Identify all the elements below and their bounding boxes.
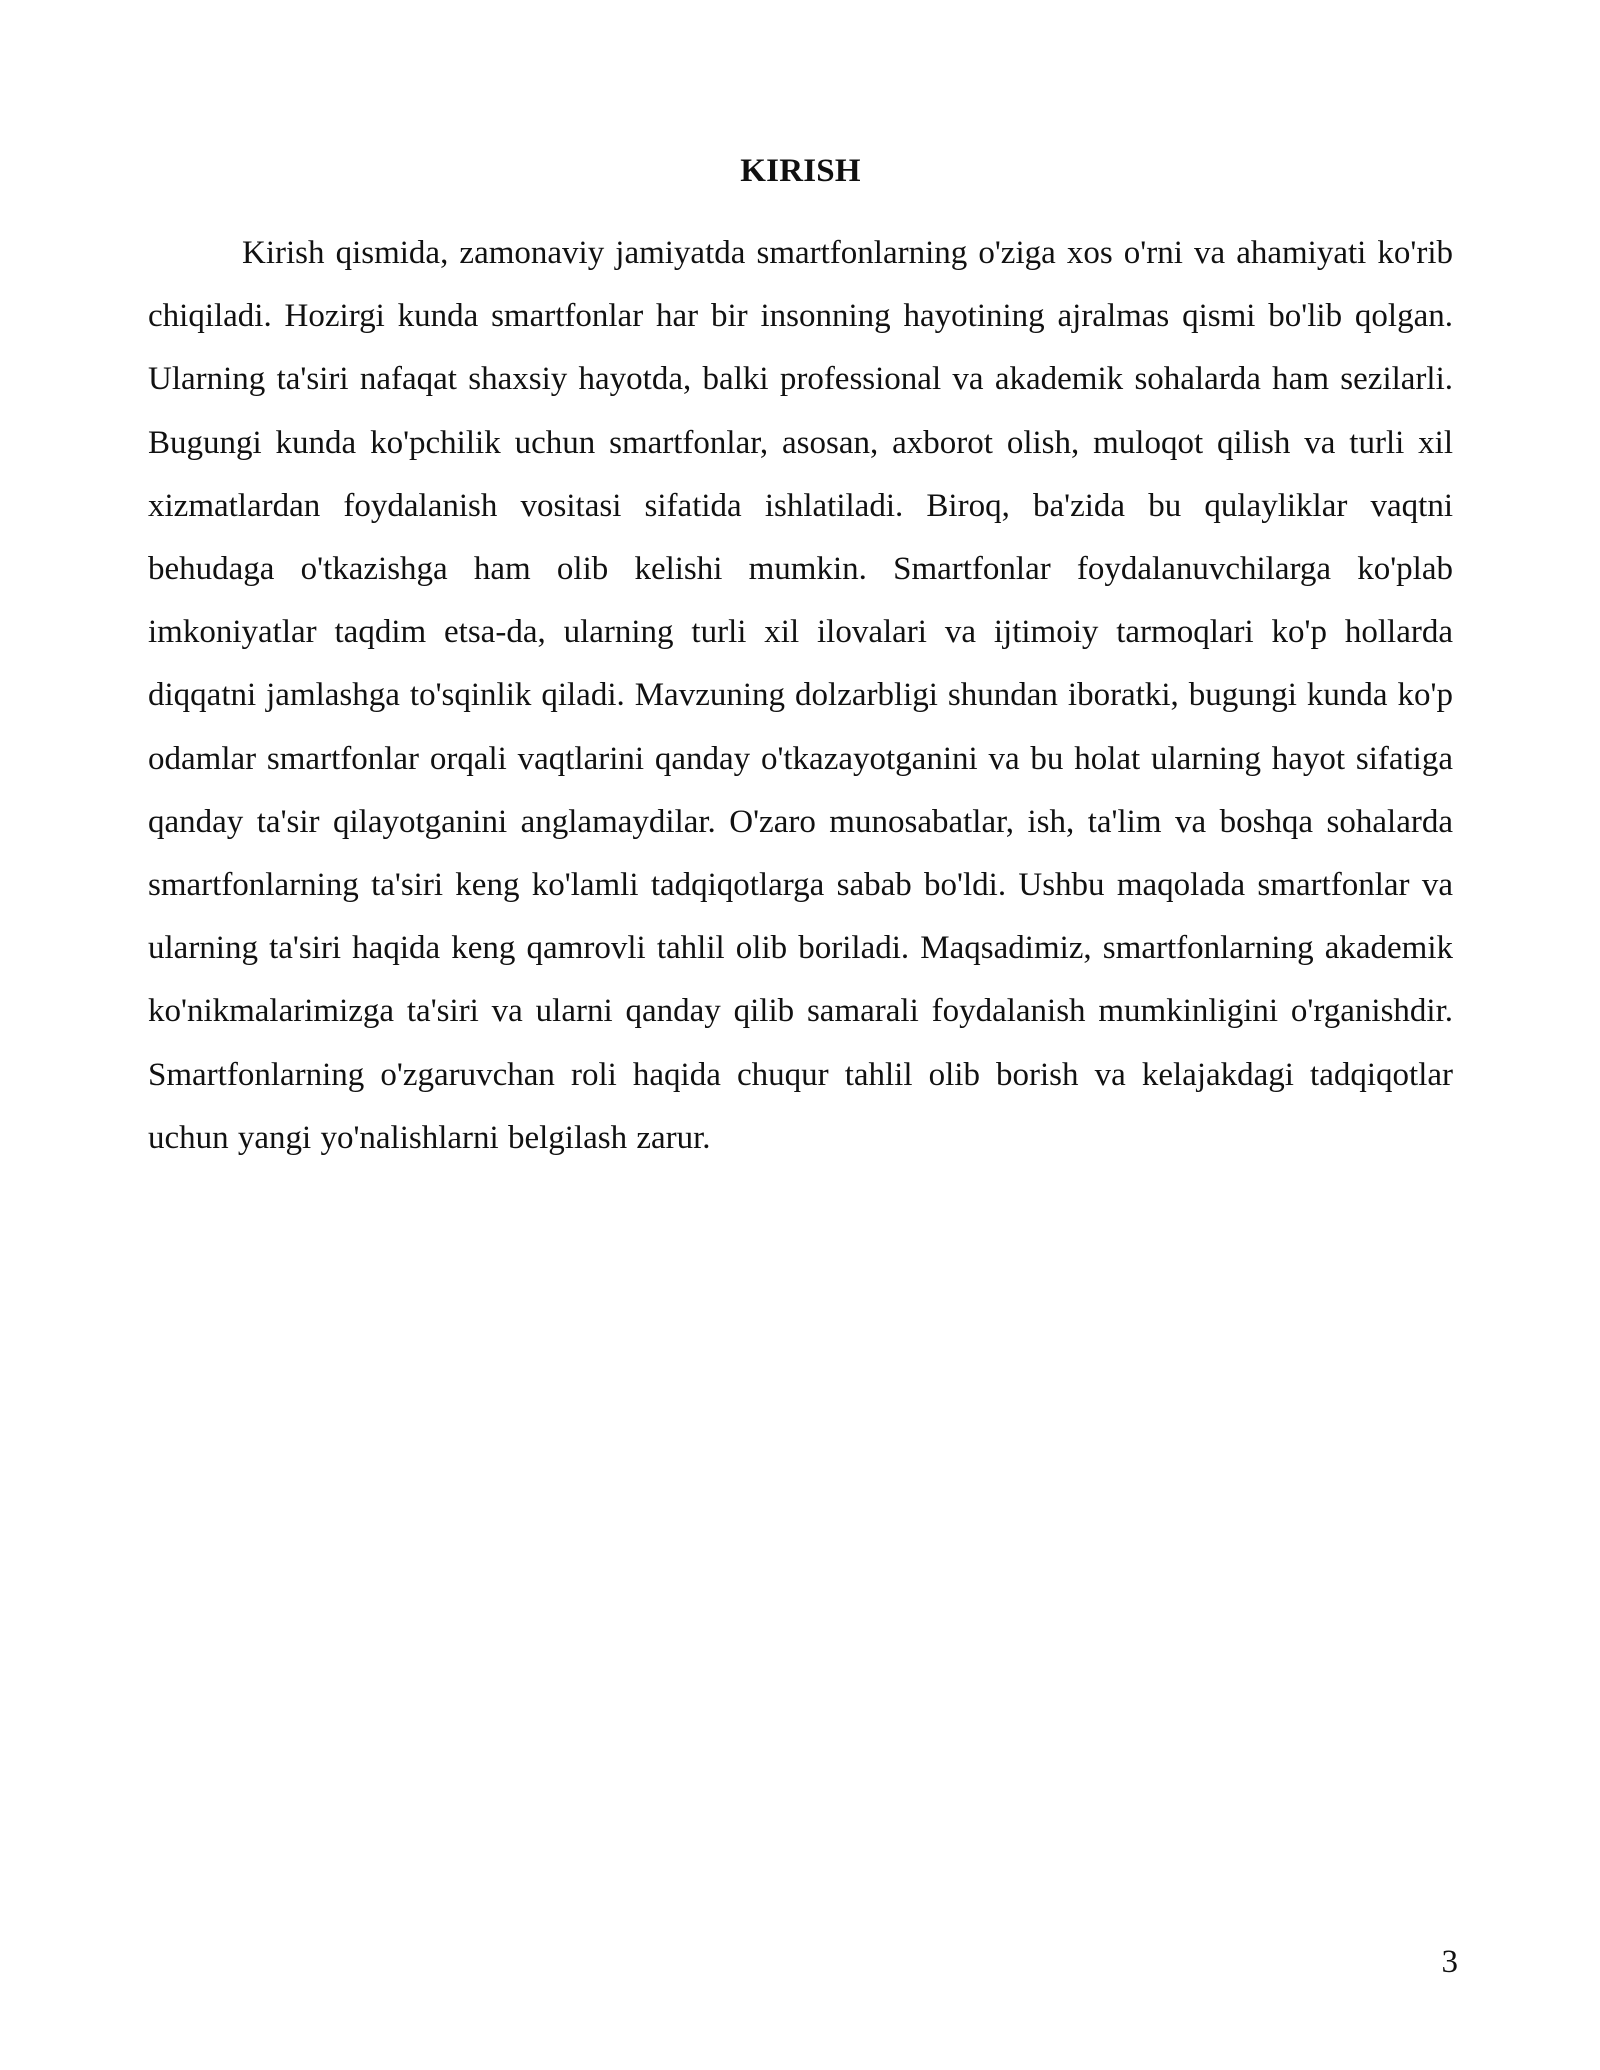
page-content (148, 146, 1453, 1170)
section-title: KIRISH (740, 153, 861, 189)
page-number: 3 (1441, 1944, 1458, 1980)
intro-paragraph: Kirish qismida, zamonaviy jamiyatda smartfonlarning o'ziga xos o'rni va ahamiyati ko'rib chiqiladi. Hozirgi kunda smartfonlar har bir insonning hayotining ajralmas qismi bo'lib qolgan. Ularning ta'siri nafaqat shaxsiy hayotda, balki professional va akademik sohalarda ham sezilarli. Bugungi kunda ko'pchilik uchun smartfonlar, asosan, axborot olish, muloqot qilish va turli xil xizmatlardan foydalanish vositasi sifatida ishlatiladi. Biroq, ba'zida bu qulayliklar vaqtni behudaga o'tkazishga ham olib kelishi mumkin. Smartfonlar foydalanuvchilarga ko'plab imkoniyatlar taqdim etsa-da, ularning turli xil ilovalari va ijtimoiy tarmoqlari ko'p hollarda diqqatni jamlashga to'sqinlik qiladi. Mavzuning dolzarbligi shundan iboratki, bugungi kunda ko'p odamlar smartfonlar orqali vaqtlarini qanday o'tkazayotganini va bu holat ularning hayot sifatiga qanday ta'sir qilayotganini anglamaydilar. O'zaro munosabatlar, ish, ta'lim va boshqa sohalarda smartfonlarning ta'siri keng ko'lamli tadqiqotlarga sabab bo'ldi. Ushbu maqolada smartfonlar va ularning ta'siri haqida keng qamrovli tahlil olib boriladi. Maqsadimiz, smartfonlarning akademik ko'nikmalarimizga ta'siri va ularni qanday qilib samarali foydalanish mumkinligini o'rganishdir. Smartfonlarning o'zgaruvchan roli haqida chuqur tahlil olib borish va kelajakdagi tadqiqotlar uchun yangi yo'nalishlarni belgilash zarur. (148, 235, 1453, 1156)
